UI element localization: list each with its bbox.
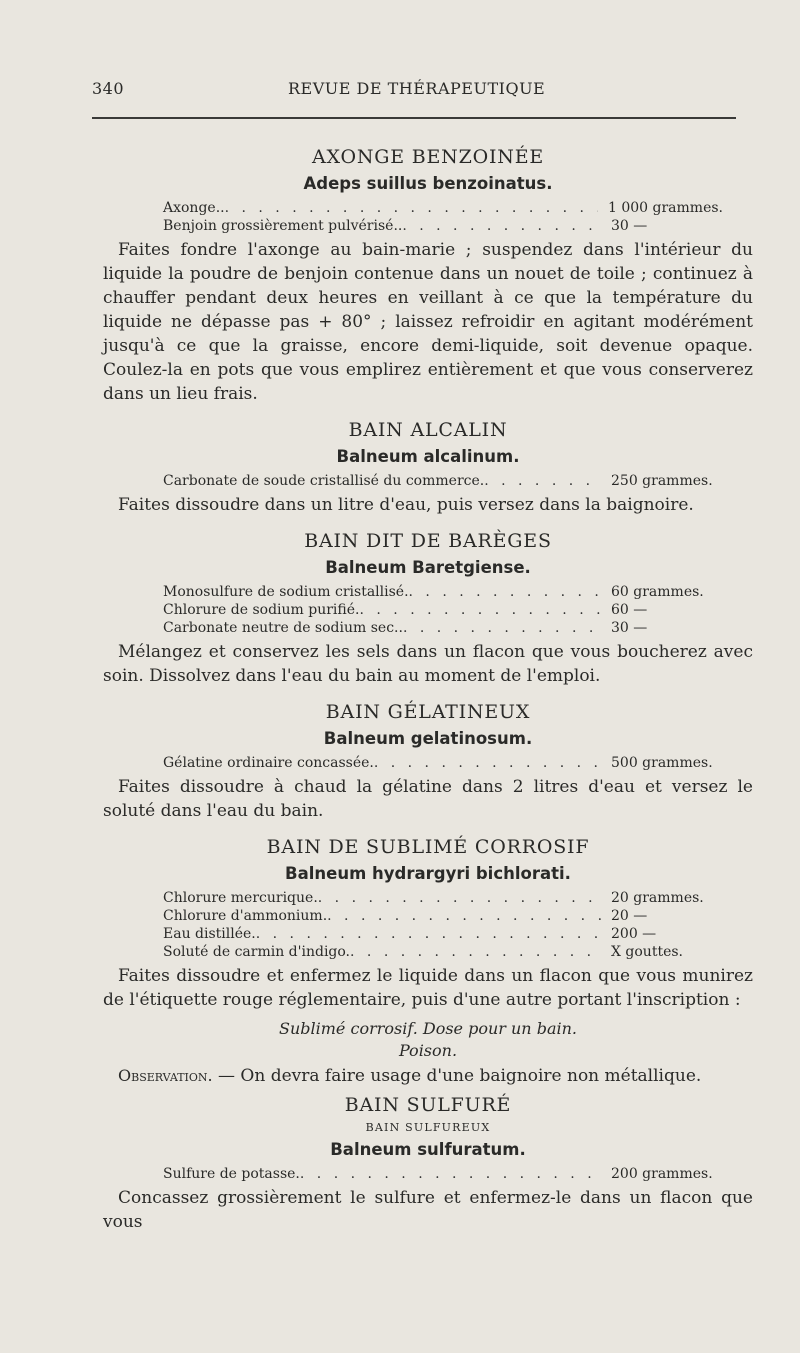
ingredient-row <box>163 619 723 637</box>
leader-dots <box>256 925 601 943</box>
section-bain-sublime-corrosif <box>103 834 753 1088</box>
instructions-paragraph: Faites dissoudre dans un litre d'eau, puis versez dans la baignoire. <box>118 495 694 515</box>
ingredient-qty: 500 grammes. <box>611 755 713 771</box>
observation-note <box>103 1064 753 1088</box>
leader-dots <box>403 619 601 637</box>
ingredient-list <box>163 199 723 235</box>
ingredient-row <box>163 1165 723 1183</box>
ingredient-name: Soluté de carmin d'indigo. <box>163 944 351 960</box>
latin-name: Balneum gelatinosum. <box>323 729 533 748</box>
ingredient-row <box>163 601 723 619</box>
ingredient-qty: 60 grammes. <box>611 584 704 600</box>
ingredient-list <box>163 583 723 637</box>
ingredient-qty: 1 000 grammes. <box>607 200 723 216</box>
ingredient-qty: 60 — <box>611 602 648 618</box>
section-bain-gelatineux <box>103 699 753 823</box>
latin-name: Balneum alcalinum. <box>336 447 520 466</box>
ingredient-row <box>163 943 723 961</box>
leader-dots <box>300 1165 601 1183</box>
ingredient-name: Gélatine ordinaire concassée. <box>163 755 374 771</box>
page-body <box>103 144 753 1240</box>
ingredient-qty: 200 — <box>611 926 657 942</box>
ingredient-row <box>163 889 723 907</box>
leader-dots <box>409 583 601 601</box>
ingredient-qty: 30 — <box>611 620 648 636</box>
ingredient-name: Benjoin grossièrement pulvérisé.. <box>163 218 403 234</box>
leader-dots <box>350 943 601 961</box>
ingredient-name: Chlorure de sodium purifié. <box>163 602 360 618</box>
instructions-paragraph: Faites fondre l'axonge au bain-marie ; suspendez dans l'intérieur du liquide la poudre de benjoin contenue dans un nouet de toile ; continuez à chauffer pendant deux heures en veillant à ce que la température du liquide ne dépasse pas + 80° ; laissez refroidir en agitant modérément jusqu'à ce que la graisse, encore demi-liquide, soit devenue opaque. Coulez-la en pots que vous emplirez entièrement et que vous conserverez dans un lieu frais. <box>103 240 753 404</box>
section-bain-bareges <box>103 528 753 688</box>
ingredient-name: Monosulfure de sodium cristallisé. <box>163 584 409 600</box>
ingredient-name: Carbonate neutre de sodium sec.. <box>163 620 403 636</box>
section-subtitle: BAIN SULFUREUX <box>365 1121 491 1134</box>
journal-title: REVUE DE THÉRAPEUTIQUE <box>288 79 546 98</box>
latin-name: Balneum Baretgiense. <box>325 558 531 577</box>
section-title: AXONGE BENZOINÉE <box>311 146 545 168</box>
ingredient-name: Axonge.. <box>163 200 225 216</box>
ingredient-name: Sulfure de potasse. <box>163 1166 300 1182</box>
ingredient-list <box>163 1165 723 1183</box>
ingredient-qty: 30 — <box>611 218 648 234</box>
section-title: BAIN ALCALIN <box>348 419 508 441</box>
ingredient-name: Carbonate de soude cristallisé du commerce. <box>163 473 485 489</box>
ingredient-row <box>163 199 723 217</box>
ingredient-row <box>163 583 723 601</box>
running-header <box>92 79 736 101</box>
section-title: BAIN DIT DE BARÈGES <box>304 530 552 552</box>
instructions-paragraph: Concassez grossièrement le sulfure et enfermez-le dans un flacon que vous <box>103 1188 753 1232</box>
ingredient-row <box>163 217 723 235</box>
ingredient-qty: 250 grammes. <box>611 473 713 489</box>
ingredient-name: Eau distillée. <box>163 926 256 942</box>
header-rule <box>92 117 736 119</box>
section-title: BAIN DE SUBLIMÉ CORROSIF <box>266 836 590 858</box>
instructions-paragraph: Faites dissoudre à chaud la gélatine dans 2 litres d'eau et versez le soluté dans l'eau du bain. <box>103 777 753 821</box>
latin-name: Adeps suillus benzoinatus. <box>303 174 553 193</box>
section-bain-sulfure <box>103 1092 753 1234</box>
instructions-paragraph: Faites dissoudre et enfermez le liquide dans un flacon que vous munirez de l'étiquette rouge réglementaire, puis d'une autre portant l'inscription : <box>103 966 753 1010</box>
leader-dots <box>225 199 598 217</box>
instructions-paragraph: Mélangez et conservez les sels dans un flacon que vous boucherez avec soin. Dissolvez dans l'eau du bain au moment de l'emploi. <box>103 642 753 686</box>
observation-label: Observation. <box>118 1066 213 1085</box>
section-title: BAIN GÉLATINEUX <box>325 701 531 723</box>
ingredient-row <box>163 925 723 943</box>
ingredient-qty: 20 grammes. <box>611 890 704 906</box>
ingredient-row <box>163 472 723 490</box>
ingredient-list <box>163 889 723 961</box>
leader-dots <box>327 907 601 925</box>
ingredient-row <box>163 754 723 772</box>
section-bain-alcalin <box>103 417 753 517</box>
leader-dots <box>360 601 602 619</box>
ingredient-name: Chlorure d'ammonium. <box>163 908 328 924</box>
ingredient-qty: 20 — <box>611 908 648 924</box>
leader-dots <box>402 217 601 235</box>
label-poison: Poison. <box>398 1041 458 1060</box>
label-inscription: Sublimé corrosif. Dose pour un bain. <box>279 1019 577 1038</box>
ingredient-name: Chlorure mercurique. <box>163 890 318 906</box>
section-axonge-benzoinee <box>103 144 753 406</box>
ingredient-list <box>163 754 723 772</box>
leader-dots <box>374 754 601 772</box>
ingredient-row <box>163 907 723 925</box>
leader-dots <box>484 472 601 490</box>
leader-dots <box>318 889 601 907</box>
ingredient-qty: X gouttes. <box>611 944 683 960</box>
page-number: 340 <box>92 79 125 98</box>
ingredient-qty: 200 grammes. <box>611 1166 713 1182</box>
latin-name: Balneum hydrargyri bichlorati. <box>285 864 571 883</box>
observation-text: — On devra faire usage d'une baignoire non métallique. <box>212 1066 702 1086</box>
ingredient-list <box>163 472 723 490</box>
section-title: BAIN SULFURÉ <box>344 1094 512 1116</box>
latin-name: Balneum sulfuratum. <box>330 1140 526 1159</box>
